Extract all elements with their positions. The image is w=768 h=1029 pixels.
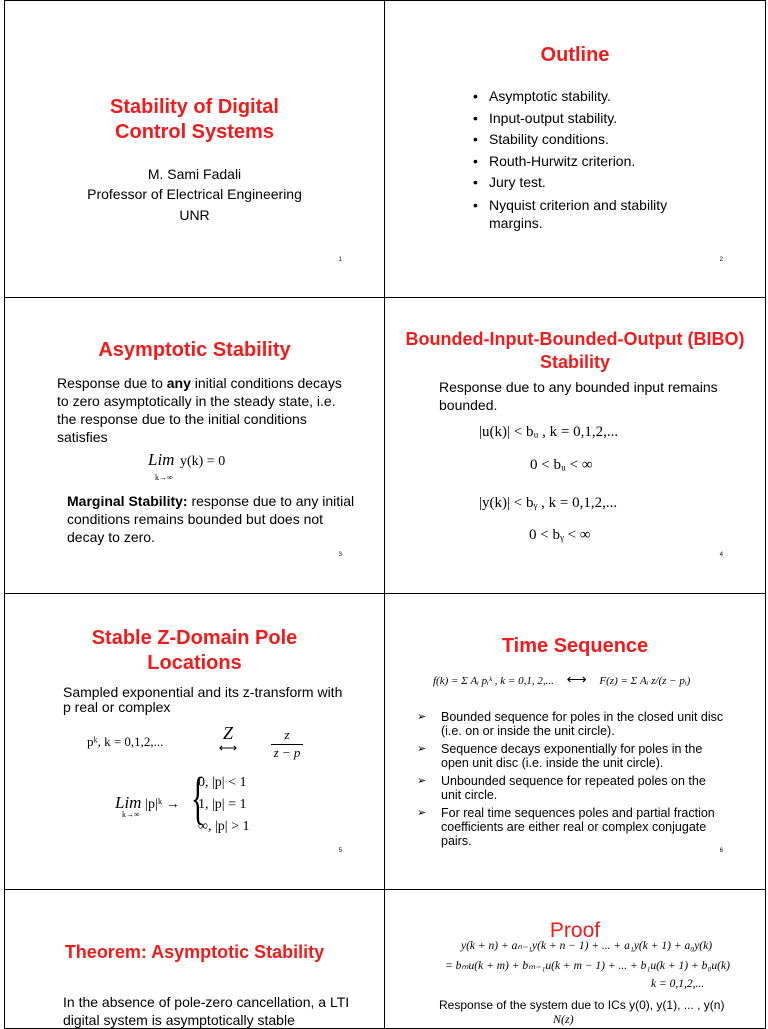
limit-subscript: k→∞ [155,473,173,482]
bullet-icon: • [473,88,478,104]
bullet-icon: • [473,131,478,147]
arrow-bullet-icon: ➢ [417,711,427,723]
list-item: • Routh-Hurwitz criterion. [473,151,713,173]
author-position: Professor of Electrical Engineering [87,186,302,202]
case-values: 0, |p| < 1 1, |p| = 1 ∞, |p| > 1 [198,775,250,834]
outline-list [473,86,713,232]
z-transform-operator: Z ⟷ [218,723,238,755]
list-item: ➢ Sequence decays exponentially for poles in the open unit disc (i.e. inside the unit circle). [417,742,703,770]
list-item: ➢ Unbounded sequence for repeated poles on the unit circle. [417,774,706,802]
arrow-bullet-icon: ➢ [417,775,427,787]
slide-7 [4,889,385,1029]
list-item: ➢ For real time sequences poles and partial fraction coefficients are either real or complex conjugate pairs. [417,806,715,848]
page-number: 5 [338,848,342,854]
brace: { [190,765,205,830]
body-text: Response of the system due to ICs y(0), y(1), ... , y(n) [439,998,725,1012]
equation-output-bound: |y(k)| < bᵧ , k = 0,1,2,... [479,495,618,511]
body-text: Sampled exponential and its z-transform with p real or complex [63,684,343,715]
list-item: • Input-output stability. [473,108,713,130]
numerator-label: N(z) [553,1012,574,1026]
limit-label: Lim |p|ᵏ → [115,793,180,812]
bullet-icon: • [473,196,478,213]
list-item: • Asymptotic stability. [473,86,713,108]
slide-title: Bounded-Input-Bounded-Output (BIBO) Stability [405,329,745,372]
equation-output-range: 0 < bᵧ < ∞ [529,527,591,543]
list-item: ➢ Bounded sequence for poles in the closed unit disc (i.e. on or inside the unit circle). [417,710,724,738]
slide-4 [384,297,766,594]
equation-input-range: 0 < bᵤ < ∞ [530,457,593,473]
bullet-icon: • [473,174,478,190]
sequence-equation: f(k) = Σ Aᵢ pᵢᵏ , k = 0,1, 2,... ⟷ F(z) = Σ Aᵢ z/(z − pᵢ) [433,673,691,688]
limit-subscript: k→∞ [122,810,140,819]
slide-title: Outline [540,44,610,66]
slide-title: Time Sequence [501,635,649,657]
body-text: Response due to any initial conditions decays to zero asymptotically in the steady state, i.e. the response due to the initial conditions satisfies [57,375,342,445]
slide-5 [4,593,385,890]
transform-fraction: z z − p [271,727,303,761]
list-item: • Nyquist criterion and stability margins. [473,196,668,231]
slide-title: Stable Z-Domain Pole Locations [91,627,298,674]
slide-2 [384,0,766,298]
sequence-equation: pᵏ, k = 0,1,2,... [87,734,164,749]
slide-3 [4,297,385,594]
difference-equation-rhs: = bₘu(k + m) + bₘ₋₁u(k + m − 1) + ... + b₁u(k + 1) + b₀u(k) [445,960,730,972]
slide-8 [384,889,766,1029]
arrow-bullet-icon: ➢ [417,807,427,819]
page-number: 2 [719,257,723,263]
marginal-stability-text: Marginal Stability: response due to any initial conditions remains bounded but does not decay to zero. [67,493,355,545]
equation-input-bound: |u(k)| < bᵤ , k = 0,1,2,... [479,424,619,440]
list-item: • Jury test. [473,172,713,194]
page-number: 3 [338,552,342,558]
difference-equation-lhs: y(k + n) + aₙ₋₁y(k + n − 1) + ... + a₁y(k + 1) + a₀y(k) [461,940,713,952]
slide-1 [4,0,385,298]
slide-6 [384,593,766,890]
limit-equation: Lim y(k) = 0 [148,450,226,469]
author-name: M. Sami Fadali [147,166,242,182]
body-text: Response due to any bounded input remains bounded. [439,379,718,413]
property-list [417,710,727,852]
slide-title: Theorem: Asymptotic Stability [64,942,325,962]
page-number: 1 [338,257,342,263]
slide-title: Proof [549,919,601,942]
list-item: • Stability conditions. [473,129,713,151]
slide-title: Asymptotic Stability [98,339,291,361]
time-index: k = 0,1,2,... [651,978,705,990]
slide-title: Stability of Digital Control Systems [110,96,279,143]
author-institution: UNR [179,207,210,223]
body-text: In the absence of pole-zero cancellation, a LTI digital system is asymptotically stable [63,994,350,1028]
bullet-icon: • [473,152,478,169]
arrow-bullet-icon: ➢ [417,743,427,755]
bullet-icon: • [473,109,478,126]
page-number: 4 [719,552,723,558]
page-number: 6 [719,848,723,854]
